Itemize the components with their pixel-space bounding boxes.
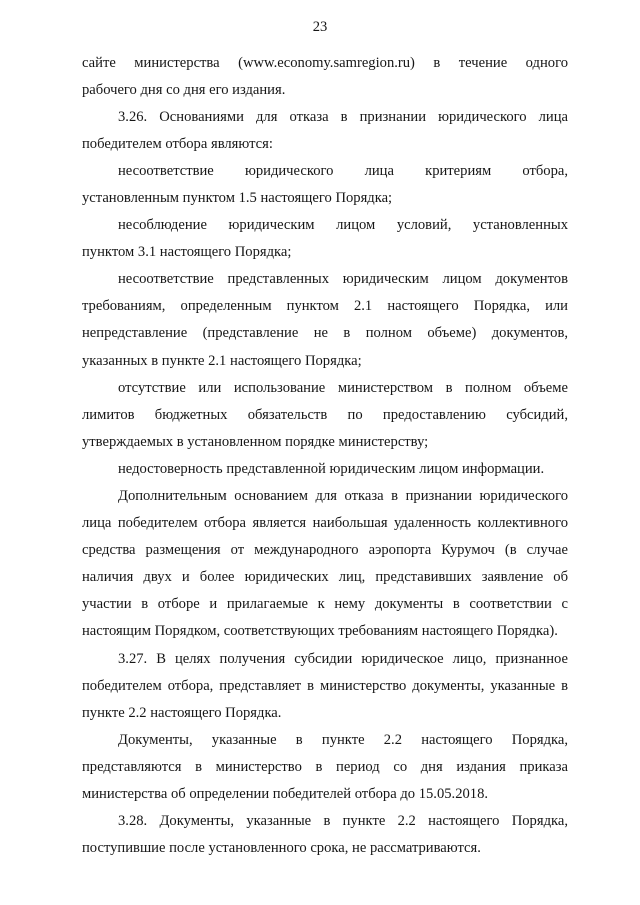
paragraph-continuation — [82, 50, 568, 104]
document-body — [82, 50, 568, 863]
text-line: отсутствие или использование министерством в полном объеме — [118, 379, 568, 396]
text-line: 3.26. Основаниями для отказа в признании юридического лица — [118, 108, 568, 125]
text-line: недостоверность представленной юридическим лицом информации. — [118, 460, 545, 477]
text-line: пункте 2.2 настоящего Порядка. — [82, 704, 282, 721]
paragraph — [82, 727, 568, 808]
text-line: указанных в пункте 2.1 настоящего Порядка; — [82, 352, 362, 369]
text-line: представляются в министерство в период со дня издания приказа — [82, 758, 568, 775]
text-line: поступившие после установленного срока, не рассматриваются. — [82, 840, 481, 857]
text-line: несоответствие юридического лица критериям отбора, — [118, 162, 568, 179]
text-line: непредставление (представление не в полном объеме) документов, — [82, 325, 568, 342]
text-line: требованиям, определенным пунктом 2.1 настоящего Порядка, или — [82, 298, 568, 315]
paragraph — [82, 483, 568, 646]
paragraph — [82, 375, 568, 456]
text-line: рабочего дня со дня его издания. — [82, 81, 286, 98]
paragraph — [82, 212, 568, 266]
text-line: Дополнительным основанием для отказа в признании юридического — [118, 488, 568, 504]
paragraph — [82, 158, 568, 212]
text-line: победителем отбора, представляет в министерство документы, указанные в — [82, 677, 568, 694]
page-number: 23 — [312, 19, 328, 35]
text-line: министерства об определении победителей отбора до 15.05.2018. — [82, 786, 489, 803]
text-line: несоблюдение юридическим лицом условий, установленных — [118, 217, 568, 234]
text-line: лимитов бюджетных обязательств по предоставлению субсидий, — [82, 406, 568, 423]
text-line: пунктом 3.1 настоящего Порядка; — [82, 244, 292, 261]
text-line: настоящим Порядком, соответствующих требованиям настоящего Порядка). — [82, 623, 558, 640]
text-line: 3.28. Документы, указанные в пункте 2.2 настоящего Порядка, — [118, 813, 568, 830]
text-line: несоответствие представленных юридическим лицом документов — [118, 271, 568, 288]
paragraph — [82, 266, 568, 374]
text-line: победителем отбора являются: — [82, 135, 273, 152]
text-line: 3.27. В целях получения субсидии юридическое лицо, признанное — [118, 650, 568, 667]
text-line: участии в отборе и прилагаемые к нему документы в соответствии с — [82, 596, 568, 613]
text-line: средства размещения от международного аэропорта Курумоч (в случае — [82, 542, 568, 559]
text-line: утверждаемых в установленном порядке министерству; — [82, 433, 429, 450]
text-line: наличия двух и более юридических лиц, представивших заявление об — [82, 569, 568, 586]
text-line: Документы, указанные в пункте 2.2 настоящего Порядка, — [118, 731, 568, 748]
paragraph — [82, 456, 568, 483]
paragraph-3-28 — [82, 808, 568, 862]
text-line: установленным пунктом 1.5 настоящего Порядка; — [82, 189, 393, 206]
paragraph-3-27 — [82, 646, 568, 727]
text-line: сайте министерства (www.economy.samregion.ru) в течение одного — [82, 54, 568, 71]
paragraph-3-26 — [82, 104, 568, 158]
text-line: лица победителем отбора является наибольшая удаленность коллективного — [82, 515, 568, 532]
